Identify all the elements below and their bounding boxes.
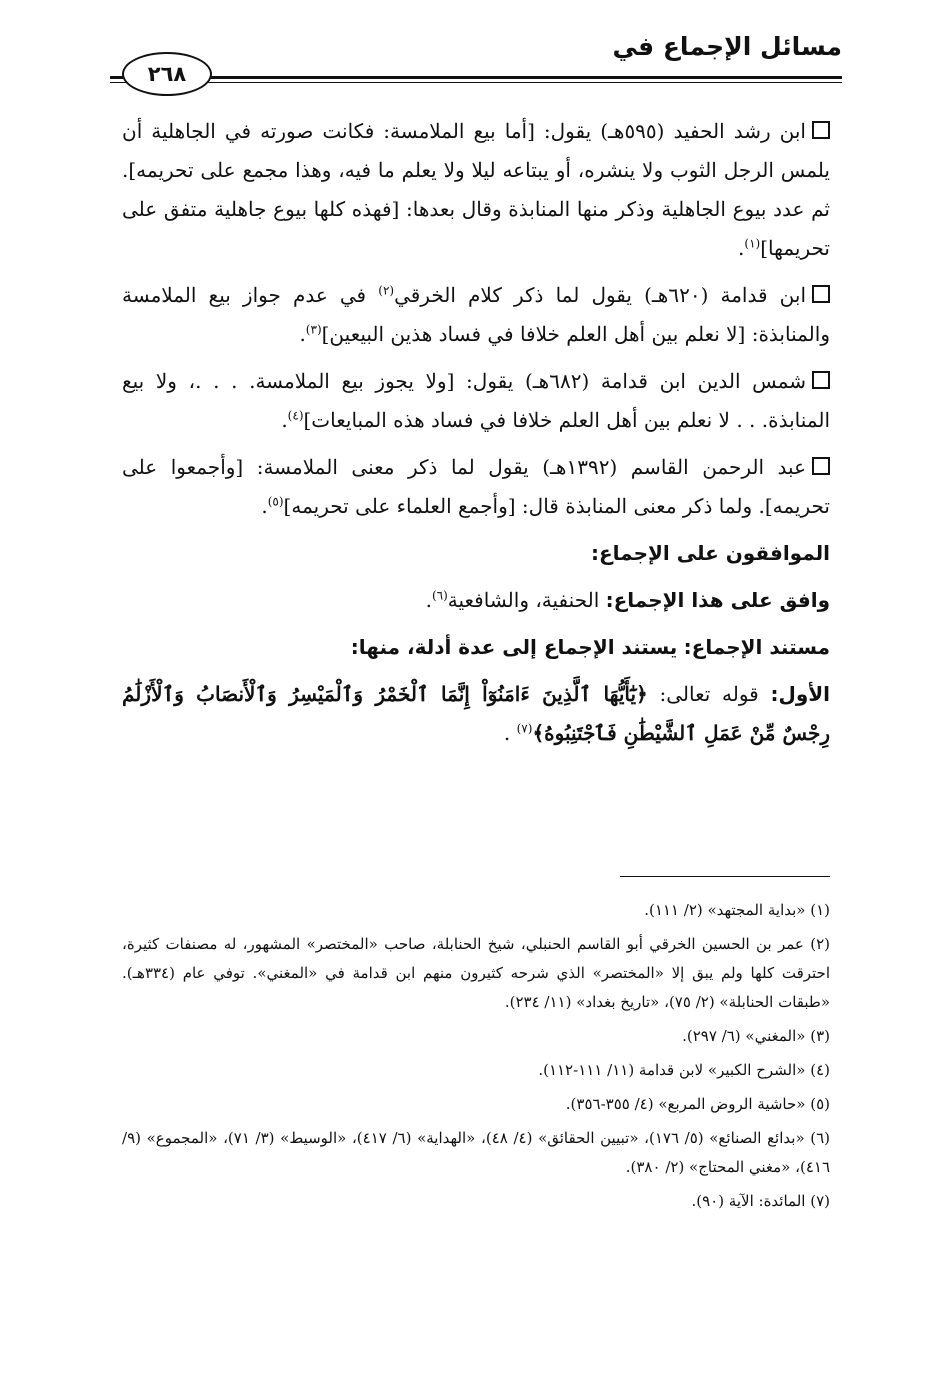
period: . — [503, 721, 511, 745]
footnote-4: (٤) «الشرح الكبير» لابن قدامة (١١/ ١١١-١١٢). — [538, 1061, 830, 1079]
paragraph-alqasim — [122, 448, 830, 526]
paragraph-ibn-qudama — [122, 276, 830, 354]
paragraph-agreeing — [122, 581, 830, 620]
basis-text: يستند الإجماع إلى عدة أدلة، منها: — [350, 635, 678, 659]
footnote-6: (٦) «بدائع الصنائع» (٥/ ١٧٦)، «تبيين الحقائق» (٤/ ٤٨)، «الهداية» (٦/ ٤١٧)، «الوسيط» (٣/ ٧١)، «المجموع» (٩/ ٤١٦)، «مغني المحتاج» (٢/ ٣٨٠). — [122, 1129, 831, 1176]
footnote-3: (٣) «المغني» (٦/ ٢٩٧). — [682, 1027, 830, 1045]
footnote-7: (٧) المائدة: الآية (٩٠). — [691, 1192, 830, 1210]
paragraph-text: في عدم جواز بيع الملامسة والمنابذة: [لا نعلم بين أهل العلم خلافا في فساد هذين البيعين] — [122, 283, 830, 346]
footnote-marker: (٥) — [267, 494, 284, 509]
paragraph-basis — [122, 628, 830, 667]
footnote-marker: (١) — [744, 236, 761, 251]
running-title: مسائل الإجماع في — [612, 32, 842, 61]
paragraph-shams-aldin — [122, 362, 830, 440]
footnote-5: (٥) «حاشية الروض المربع» (٤/ ٣٥٥-٣٥٦). — [565, 1095, 830, 1113]
paragraph-text: ابن رشد الحفيد (٥٩٥هـ) يقول: [أما بيع الملامسة: فكانت صورته في الجاهلية أن يلمس الرجل الثوب ولا ينشره، أو يبتاعه ليلا ولا يعلم ما فيه، وهذا مجمع على تحريمه]. ثم عدد بيوع الجاهلية وذكر منها المنابذة وقال بعدها: [فهذه كلها بيوع جاهلية متفق على تحريمها] — [122, 119, 830, 260]
period: . — [299, 322, 306, 346]
label-first: الأول: — [770, 682, 831, 706]
paragraph-text: شمس الدين ابن قدامة (٦٨٢هـ) يقول: [ولا يجوز بيع الملامسة. . . .، ولا بيع المنابذة. . . لا نعلم بين أهل العلم خلافا في فساد هذه المبايعات] — [122, 369, 830, 432]
checkbox-square-icon — [812, 121, 830, 139]
paragraph-text: ابن قدامة (٦٢٠هـ) يقول لما ذكر كلام الخرقي — [394, 283, 807, 307]
section-heading-agreeing: الموافقون على الإجماع: — [591, 541, 830, 565]
paragraph-ibn-rushd — [122, 112, 830, 268]
page-header — [110, 30, 842, 90]
footnote-1: (١) «بداية المجتهد» (٢/ ١١١). — [644, 901, 830, 919]
footnote-marker: (٦) — [431, 588, 448, 603]
label-basis: مستند الإجماع: — [683, 635, 830, 659]
period: . — [281, 408, 288, 432]
footnotes — [122, 896, 830, 1221]
label-agreeing: وافق على هذا الإجماع: — [605, 588, 830, 612]
paragraph-first-evidence — [122, 675, 830, 753]
first-intro: قوله تعالى: — [659, 682, 759, 706]
footnote-separator — [620, 876, 830, 877]
period: . — [261, 494, 268, 518]
checkbox-square-icon — [812, 285, 830, 303]
header-rule — [110, 76, 842, 79]
period: . — [738, 236, 745, 260]
main-text — [122, 112, 830, 761]
page-number: ٢٦٨ — [122, 52, 212, 96]
checkbox-square-icon — [812, 371, 830, 389]
footnote-marker: (٧) — [516, 721, 533, 736]
agreeing-text: الحنفية، والشافعية — [447, 588, 600, 612]
footnote-marker: (٣) — [305, 322, 322, 337]
footnote-marker: (٤) — [287, 408, 304, 423]
paragraph-text: عبد الرحمن القاسم (١٣٩٢هـ) يقول لما ذكر معنى الملامسة: [وأجمعوا على تحريمه]. ولما ذكر معنى المنابذة قال: [وأجمع العلماء على تحريمه] — [122, 455, 830, 518]
checkbox-square-icon — [812, 457, 830, 475]
period: . — [425, 588, 432, 612]
quran-verse: ﴿يَٰٓأَيُّهَا ٱلَّذِينَ ءَامَنُوٓاْ إِنَّمَا ٱلْخَمْرُ وَٱلْمَيْسِرُ وَٱلْأَنصَابُ وَٱلْأَزْلَٰمُ رِجْسٌ مِّنْ عَمَلِ ٱلشَّيْطَٰنِ فَٱجْتَنِبُوهُ﴾ — [122, 682, 830, 745]
footnote-2: (٢) عمر بن الحسين الخرقي أبو القاسم الحنبلي، شيخ الحنابلة، صاحب «المختصر» المشهور، له مصنفات كثيرة، احترقت كلها ولم يبق إلا «المختصر» الذي شرحه كثيرون منهم ابن قدامة في «المغني». توفي عام (٣٣٤هـ). «طبقات الحنابلة» (٢/ ٧٥)، «تاريخ بغداد» (١١/ ٢٣٤). — [122, 935, 830, 1011]
header-rule-thin — [110, 82, 842, 83]
footnote-marker: (٢) — [378, 283, 395, 298]
